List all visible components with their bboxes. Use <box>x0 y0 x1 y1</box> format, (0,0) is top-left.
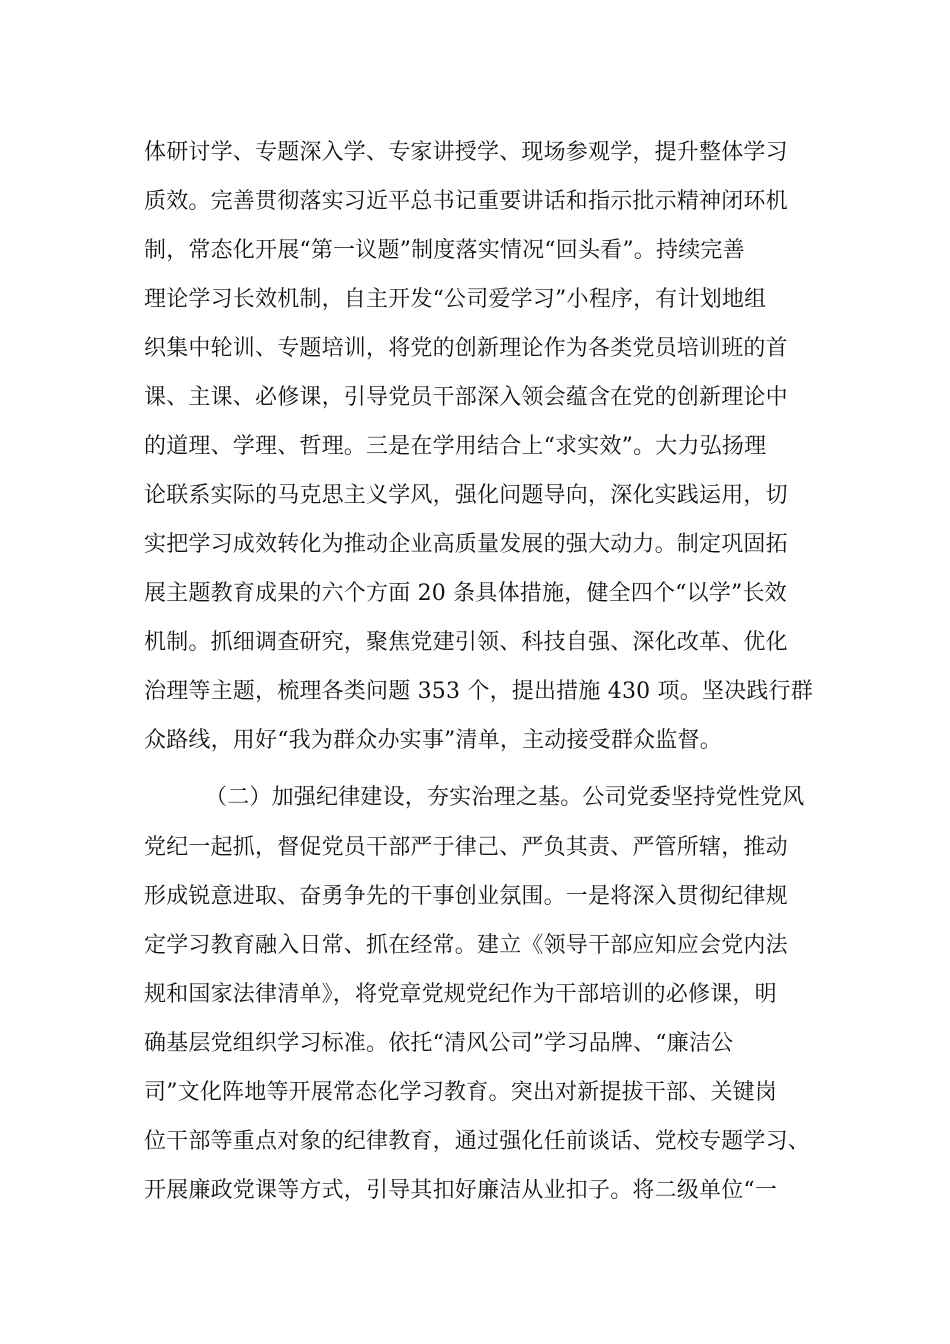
text-line: 确基层党组织学习标准。依托“清风公司”学习品牌、“廉洁公 <box>144 1031 734 1056</box>
text-line: 定学习教育融入日常、抓在经常。建立《领导干部应知应会党内法 <box>144 933 788 958</box>
text-line: 开展廉政党课等方式，引导其扣好廉洁从业扣子。将二级单位“一 <box>144 1178 778 1203</box>
text-line: 体研讨学、专题深入学、专家讲授学、现场参观学，提升整体学习 <box>144 140 788 165</box>
text-line: 展主题教育成果的六个方面 20 条具体措施，健全四个“以学”长效 <box>144 581 787 606</box>
text-line: 织集中轮训、专题培训，将党的创新理论作为各类党员培训班的首 <box>144 336 788 361</box>
text-line: 形成锐意进取、奋勇争先的干事创业氛围。一是将深入贯彻纪律规 <box>144 884 788 909</box>
paragraph-heading-line: （二）加强纪律建设，夯实治理之基。公司党委坚持党性党风 <box>205 785 805 810</box>
text-line: 质效。完善贯彻落实习近平总书记重要讲话和指示批示精神闭环机 <box>144 189 788 214</box>
text-line: 党纪一起抓，督促党员干部严于律己、严负其责、严管所辖，推动 <box>144 835 788 860</box>
text-line: 理论学习长效机制，自主开发“公司爱学习”小程序，有计划地组 <box>144 287 767 312</box>
text-line: 课、主课、必修课，引导党员干部深入领会蕴含在党的创新理论中 <box>144 385 788 410</box>
text-line: 论联系实际的马克思主义学风，强化问题导向，深化实践运用，切 <box>144 483 788 508</box>
text-line: 位干部等重点对象的纪律教育，通过强化任前谈话、党校专题学习、 <box>144 1129 811 1154</box>
text-line: 治理等主题，梳理各类问题 353 个，提出措施 430 项。坚决践行群 <box>144 679 813 704</box>
text-line: 众路线，用好“我为群众办实事”清单，主动接受群众监督。 <box>144 728 722 753</box>
text-line: 实把学习成效转化为推动企业高质量发展的强大动力。制定巩固拓 <box>144 532 788 557</box>
text-line: 司”文化阵地等开展常态化学习教育。突出对新提拔干部、关键岗 <box>144 1080 778 1105</box>
text-line: 规和国家法律清单》，将党章党规党纪作为干部培训的必修课，明 <box>144 982 777 1007</box>
text-line: 的道理、学理、哲理。三是在学用结合上“求实效”。大力弘扬理 <box>144 434 767 459</box>
text-line: 制，常态化开展“第一议题”制度落实情况“回头看”。持续完善 <box>144 238 745 263</box>
text-line: 机制。抓细调查研究，聚焦党建引领、科技自强、深化改革、优化 <box>144 630 788 655</box>
